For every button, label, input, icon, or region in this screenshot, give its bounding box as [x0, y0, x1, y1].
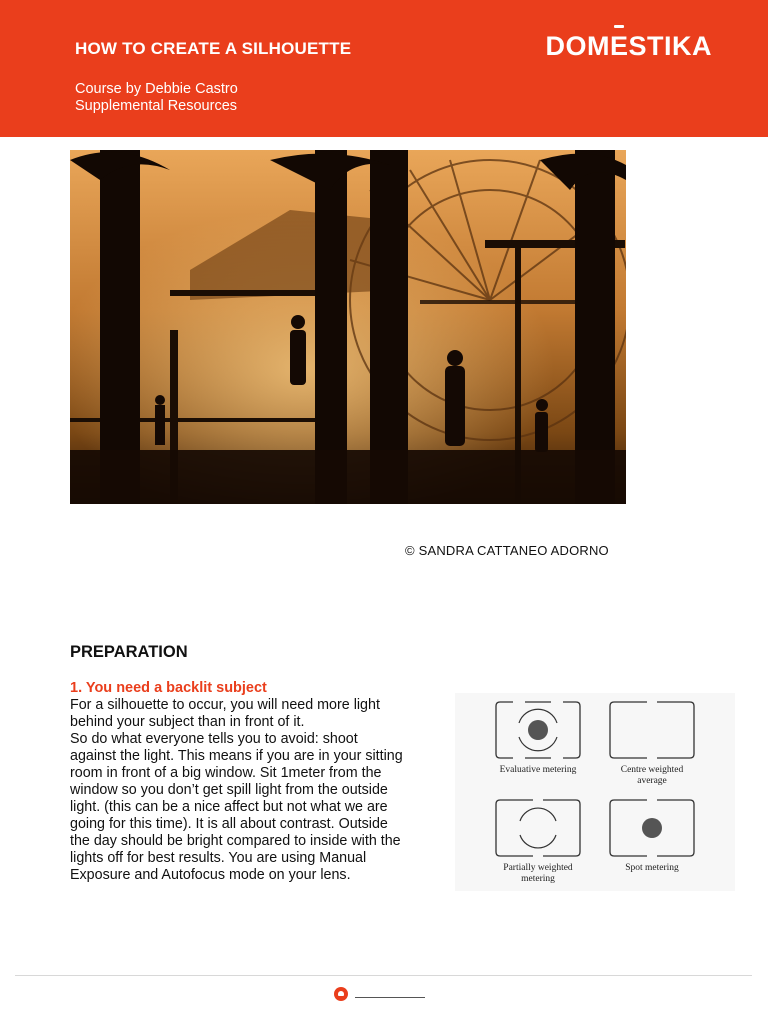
partially-weighted-label-line2: metering	[521, 874, 555, 884]
spot-metering-icon	[609, 799, 695, 857]
step-body	[70, 697, 445, 884]
logo-text-start: DOM	[545, 31, 610, 61]
partially-weighted-label	[488, 863, 588, 885]
photo-credit: © SANDRA CATTANEO ADORNO	[405, 543, 609, 558]
metering-modes-figure	[455, 693, 735, 891]
body-line: going for this time). It is all about contrast. Outside	[70, 816, 388, 832]
body-line: behind your subject than in front of it.	[70, 714, 305, 730]
resources-label: Supplemental Resources	[75, 98, 238, 114]
section-title: PREPARATION	[70, 643, 188, 661]
partially-weighted-metering	[488, 799, 588, 885]
body-line: lights off for best results. You are using Manual	[70, 850, 367, 866]
footer-divider	[15, 975, 752, 976]
domestika-logo[interactable]	[545, 31, 712, 62]
domestika-heart-icon	[334, 987, 348, 1001]
evaluative-metering-label: Evaluative metering	[499, 765, 577, 775]
centre-weighted-metering-icon	[609, 701, 695, 759]
centre-weighted-label-line2: average	[637, 776, 667, 786]
silhouette-scene	[70, 150, 626, 504]
silhouette-photo	[70, 150, 626, 504]
document-title: HOW TO CREATE A SILHOUETTE	[75, 39, 352, 58]
body-line: against the light. This means if you are in your sitting	[70, 748, 403, 764]
logo-text-end: STIKA	[628, 31, 712, 61]
step-title: 1. You need a backlit subject	[70, 680, 267, 696]
logo-text-accent: E	[609, 31, 629, 61]
body-line: room in front of a big window. Sit 1meter from the	[70, 765, 382, 781]
body-line: window so you don’t get spill light from the outside	[70, 782, 388, 798]
centre-weighted-label	[602, 765, 702, 787]
partially-weighted-label-line1: Partially weighted	[503, 863, 573, 873]
body-line: light. (this can be a nice affect but not what we are	[70, 799, 388, 815]
partially-weighted-metering-icon	[495, 799, 581, 857]
header-banner	[0, 0, 768, 137]
course-author: Course by Debbie Castro	[75, 81, 238, 97]
evaluative-metering-icon	[495, 701, 581, 759]
spot-metering	[602, 799, 702, 874]
footer-rule	[355, 997, 425, 998]
spot-metering-label: Spot metering	[625, 863, 679, 873]
body-line: So do what everyone tells you to avoid: shoot	[70, 731, 358, 747]
body-line: the day should be bright compared to inside with the	[70, 833, 401, 849]
body-line: Exposure and Autofocus mode on your lens.	[70, 867, 351, 883]
body-line: For a silhouette to occur, you will need more light	[70, 697, 380, 713]
centre-weighted-metering	[602, 701, 702, 787]
evaluative-metering	[488, 701, 588, 776]
centre-weighted-label-line1: Centre weighted	[620, 765, 684, 775]
